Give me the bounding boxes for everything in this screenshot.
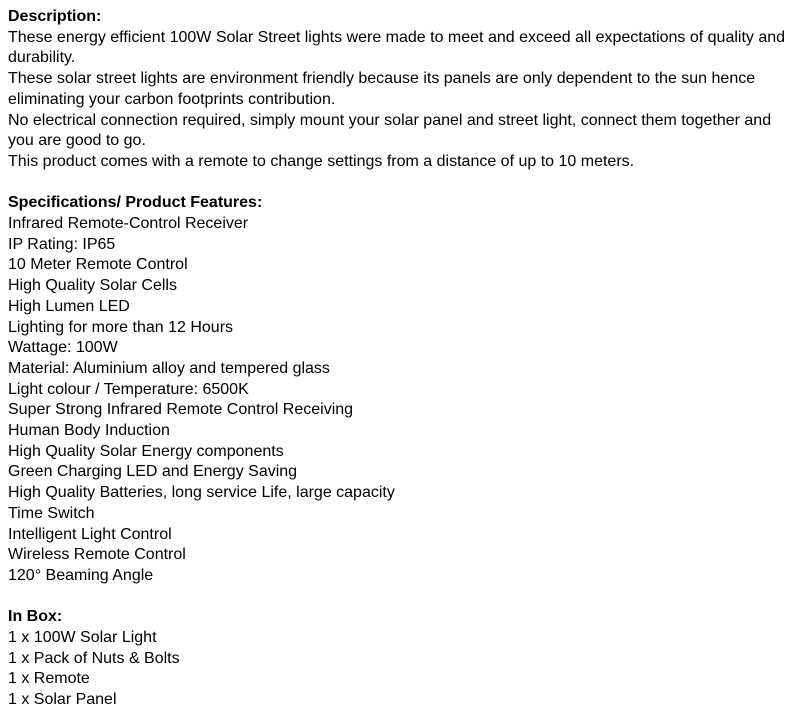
specifications-section xyxy=(8,193,798,586)
description-paragraph: These solar street lights are environment friendly because its panels are only dependent to the sun hence eliminating your carbon footprints contribution. xyxy=(8,70,756,108)
spec-item: Material: Aluminium alloy and tempered glass xyxy=(8,359,330,377)
spec-item: High Quality Batteries, long service Life, large capacity xyxy=(8,484,395,502)
spec-item: Wireless Remote Control xyxy=(8,546,186,564)
spec-item: 10 Meter Remote Control xyxy=(8,256,188,274)
spec-item: Green Charging LED and Energy Saving xyxy=(8,463,298,481)
spec-item: Time Switch xyxy=(8,504,95,522)
spec-item: Super Strong Infrared Remote Control Receiving xyxy=(8,401,354,419)
in-box-item: 1 x Pack of Nuts & Bolts xyxy=(8,649,180,667)
spec-item: Lighting for more than 12 Hours xyxy=(8,318,234,336)
spec-item: High Lumen LED xyxy=(8,297,130,315)
section-spacer xyxy=(8,587,798,608)
spec-item: 120° Beaming Angle xyxy=(8,566,154,584)
spec-item: Light colour / Temperature: 6500K xyxy=(8,380,249,398)
in-box-list xyxy=(8,628,798,711)
specifications-heading: Specifications/ Product Features: xyxy=(8,194,263,212)
description-paragraph: This product comes with a remote to change settings from a distance of up to 10 meters. xyxy=(8,152,635,170)
in-box-item: 1 x Solar Panel xyxy=(8,691,117,709)
spec-item: IP Rating: IP65 xyxy=(8,235,116,253)
spec-item: High Quality Solar Energy components xyxy=(8,442,284,460)
specifications-list xyxy=(8,214,798,587)
spec-item: Human Body Induction xyxy=(8,422,170,440)
section-spacer xyxy=(8,173,798,194)
description-paragraph: These energy efficient 100W Solar Street lights were made to meet and exceed all expectations of quality and durability. xyxy=(8,28,786,67)
in-box-item: 1 x Remote xyxy=(8,670,90,688)
spec-item: Infrared Remote-Control Receiver xyxy=(8,215,249,233)
description-heading: Description: xyxy=(8,8,102,25)
product-document xyxy=(8,7,798,711)
spec-item: High Quality Solar Cells xyxy=(8,277,177,295)
in-box-item: 1 x 100W Solar Light xyxy=(8,629,157,647)
in-box-section xyxy=(8,607,798,711)
in-box-heading: In Box: xyxy=(8,608,63,626)
description-section xyxy=(8,7,798,173)
spec-item: Intelligent Light Control xyxy=(8,525,172,543)
spec-item: Wattage: 100W xyxy=(8,339,118,357)
description-paragraph: No electrical connection required, simply mount your solar panel and street light, connect them together and you are good to go. xyxy=(8,111,772,150)
